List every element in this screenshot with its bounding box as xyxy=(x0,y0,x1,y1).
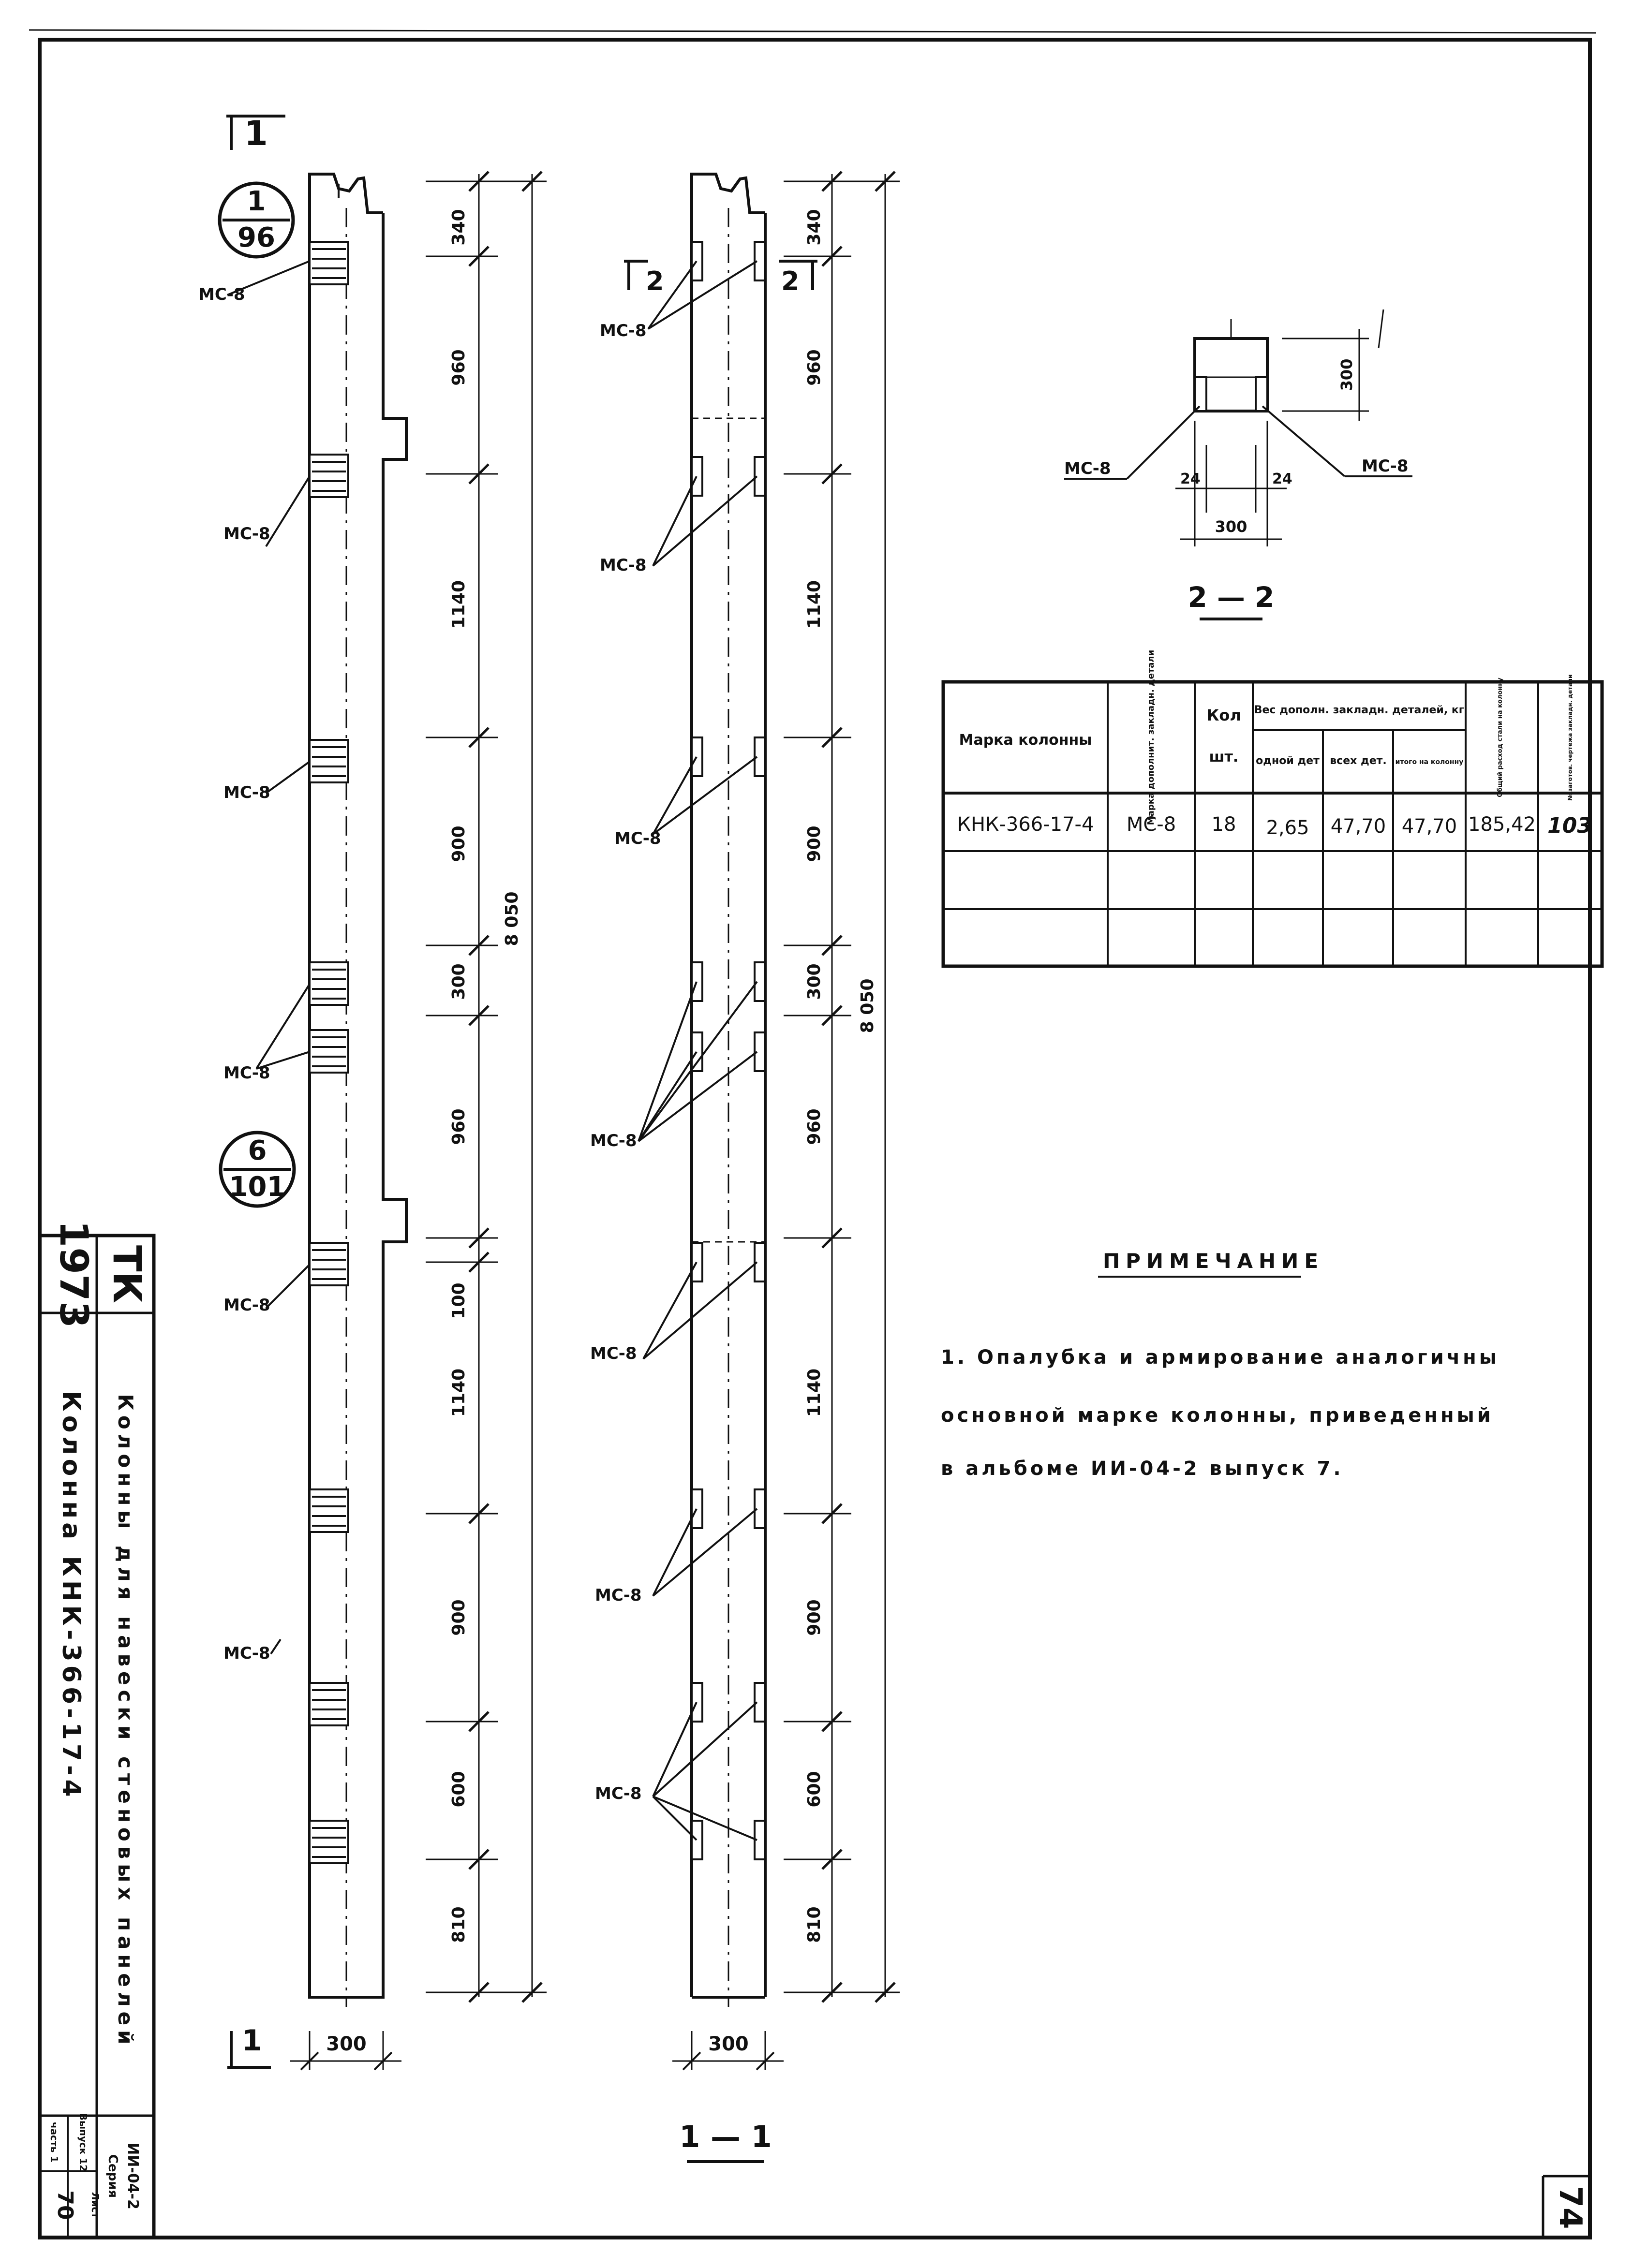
node-ref-6-num: 6 xyxy=(248,1135,267,1166)
part-label-s4: МС-8 xyxy=(590,1131,637,1150)
part-labels-section xyxy=(590,321,661,1803)
stamp-issue: Выпуск 12 xyxy=(77,2113,89,2172)
part-label-e4: МС-8 xyxy=(223,1063,270,1083)
embedded-plates-elevation xyxy=(310,242,348,1863)
section-width-dim: 300 xyxy=(708,2033,749,2055)
dim2-3: 900 xyxy=(804,825,824,862)
stamp-year: 1973 xyxy=(51,1220,96,1328)
section-2-2-title-text: 2 — 2 xyxy=(1188,581,1275,614)
page-number-box xyxy=(1543,2176,1590,2238)
section-1-1-title-text: 1 — 1 xyxy=(679,2119,772,2154)
dim1-5: 960 xyxy=(449,1108,469,1145)
th-embed-mark: Марка дополнит. закладн. детали xyxy=(1146,649,1156,825)
dim1-8: 900 xyxy=(449,1599,469,1636)
dim2-9: 810 xyxy=(804,1906,824,1943)
th-drawing: № заготов. чертежа закладн. детали xyxy=(1567,674,1574,801)
dim1-0: 340 xyxy=(449,209,469,246)
td-qty: 18 xyxy=(1211,813,1236,836)
section-2-2 xyxy=(1064,309,1412,546)
th-mark: Марка колонны xyxy=(959,732,1092,749)
td-all: 47,70 xyxy=(1330,815,1386,838)
node-ref-1-sheet: 96 xyxy=(238,222,275,253)
node-ref-6-sheet: 101 xyxy=(229,1171,286,1203)
dim-chain-1 xyxy=(426,172,547,2002)
part-label-s1: МС-8 xyxy=(600,321,647,340)
plate-elev-3 xyxy=(310,740,348,782)
plate-elev-6 xyxy=(310,1243,348,1285)
dim2-6: 1140 xyxy=(804,1368,824,1417)
note-block xyxy=(941,1249,1499,1480)
part-label-s3: МС-8 xyxy=(614,829,661,848)
page-number: 74 xyxy=(1552,2186,1588,2229)
th-weight-group: Вес дополн. закладн. деталей, кг xyxy=(1254,704,1465,716)
sec22-part-left: МС-8 xyxy=(1064,459,1111,478)
part-label-e2: МС-8 xyxy=(223,524,270,544)
sec22-height-dim: 300 xyxy=(1337,358,1356,391)
node-ref-6[interactable] xyxy=(221,1133,294,1206)
dim2-8: 600 xyxy=(804,1771,824,1808)
td-total: 47,70 xyxy=(1401,815,1457,838)
td-mark: КНК-366-17-4 xyxy=(957,813,1094,836)
sec22-part-right: МС-8 xyxy=(1362,457,1409,476)
stamp-code: ТК xyxy=(104,1245,149,1303)
part-label-s6: МС-8 xyxy=(595,1586,642,1605)
plate-elev-7 xyxy=(310,1489,348,1532)
dim-chain-2-labels xyxy=(804,209,877,1943)
th-steel: Общий расход стали на колонну xyxy=(1497,677,1504,797)
stamp-title-2: Колонна КНК-366-17-4 xyxy=(57,1391,86,1801)
th-qty-unit: шт. xyxy=(1209,749,1239,766)
node-ref-1[interactable] xyxy=(220,183,293,257)
th-all: всех дет. xyxy=(1330,755,1387,767)
th-qty: Кол xyxy=(1206,706,1241,724)
dim2-2: 1140 xyxy=(804,580,824,629)
sec22-width-dim: 300 xyxy=(1215,517,1247,536)
spec-table-row-1 xyxy=(957,813,1592,839)
td-one: 2,65 xyxy=(1266,817,1309,839)
dim1-4: 300 xyxy=(449,963,469,1000)
dim1-2: 1140 xyxy=(449,580,469,629)
plate-elev-5 xyxy=(310,1030,348,1073)
title-stamp-text xyxy=(48,1221,149,2220)
elevation-width-dim: 300 xyxy=(326,2033,367,2055)
part-label-e5: МС-8 xyxy=(223,1296,270,1315)
dim1-total: 8 050 xyxy=(502,891,522,946)
spec-table-headers xyxy=(959,650,1574,825)
dim1-7: 1140 xyxy=(449,1368,469,1417)
dim1-9: 600 xyxy=(449,1771,469,1808)
th-per-column: итого на колонну xyxy=(1395,758,1464,766)
node-ref-1-num: 1 xyxy=(247,186,266,217)
section-marker-2-left-label: 2 xyxy=(646,266,664,296)
section-marker-2-right-label: 2 xyxy=(781,266,800,296)
dim2-5: 960 xyxy=(804,1108,824,1145)
part-label-s7: МС-8 xyxy=(595,1784,642,1803)
plate-elev-8 xyxy=(310,1683,348,1725)
stamp-series-label: Серия xyxy=(105,2154,120,2198)
leaders-elevation xyxy=(227,261,310,1654)
stamp-title-1: Колонны для навески стеновых панелей xyxy=(114,1394,137,2049)
sec22-left-offset: 24 xyxy=(1180,471,1201,487)
section-marker-1-bottom-label: 1 xyxy=(242,2024,262,2058)
note-line-2: основной марке колонны, приведенный xyxy=(941,1404,1494,1427)
section-1-1-title xyxy=(679,2119,772,2162)
dim1-6: 100 xyxy=(449,1282,469,1319)
plate-elev-1 xyxy=(310,242,348,284)
dim2-0: 340 xyxy=(804,209,824,246)
dim1-1: 960 xyxy=(449,349,469,386)
section-2-2-title xyxy=(1188,581,1274,619)
stamp-series: ИИ-04-2 xyxy=(124,2143,141,2209)
part-label-e3: МС-8 xyxy=(223,783,270,802)
td-embed-mark: МС-8 xyxy=(1126,813,1176,836)
part-label-s2: МС-8 xyxy=(600,556,647,575)
dim-chain-1-labels xyxy=(449,209,522,1943)
part-label-e1: МС-8 xyxy=(198,285,245,304)
dim-chain-2 xyxy=(784,172,900,2002)
dim2-total: 8 050 xyxy=(858,978,877,1033)
plate-elev-4 xyxy=(310,962,348,1005)
dim1-10: 810 xyxy=(449,1906,469,1943)
note-line-3: в альбоме ИИ-04-2 выпуск 7. xyxy=(941,1458,1344,1480)
plate-elev-9 xyxy=(310,1821,348,1863)
sec22-right-offset: 24 xyxy=(1272,471,1292,487)
note-line-1: 1. Опалубка и армирование аналогичны xyxy=(941,1346,1499,1369)
th-one: одной дет xyxy=(1256,755,1320,767)
part-label-e6: МС-8 xyxy=(223,1644,270,1663)
dim2-1: 960 xyxy=(804,349,824,386)
td-drawing: 103 xyxy=(1547,813,1592,838)
stamp-sheet-label: Лист xyxy=(89,2192,101,2219)
stamp-sheet: 70 xyxy=(53,2190,77,2220)
note-title: ПРИМЕЧАНИЕ xyxy=(1103,1249,1324,1273)
part-labels-elevation xyxy=(198,285,270,1663)
td-steel: 185,42 xyxy=(1468,813,1536,836)
stamp-part: часть 1 xyxy=(48,2121,60,2163)
plate-elev-2 xyxy=(310,455,348,497)
dim2-4: 300 xyxy=(804,963,824,1000)
part-label-s5: МС-8 xyxy=(590,1344,637,1363)
dim1-3: 900 xyxy=(449,825,469,862)
section-marker-1-top-label: 1 xyxy=(244,114,268,153)
section-1-1 xyxy=(672,174,784,2070)
dim2-7: 900 xyxy=(804,1599,824,1636)
